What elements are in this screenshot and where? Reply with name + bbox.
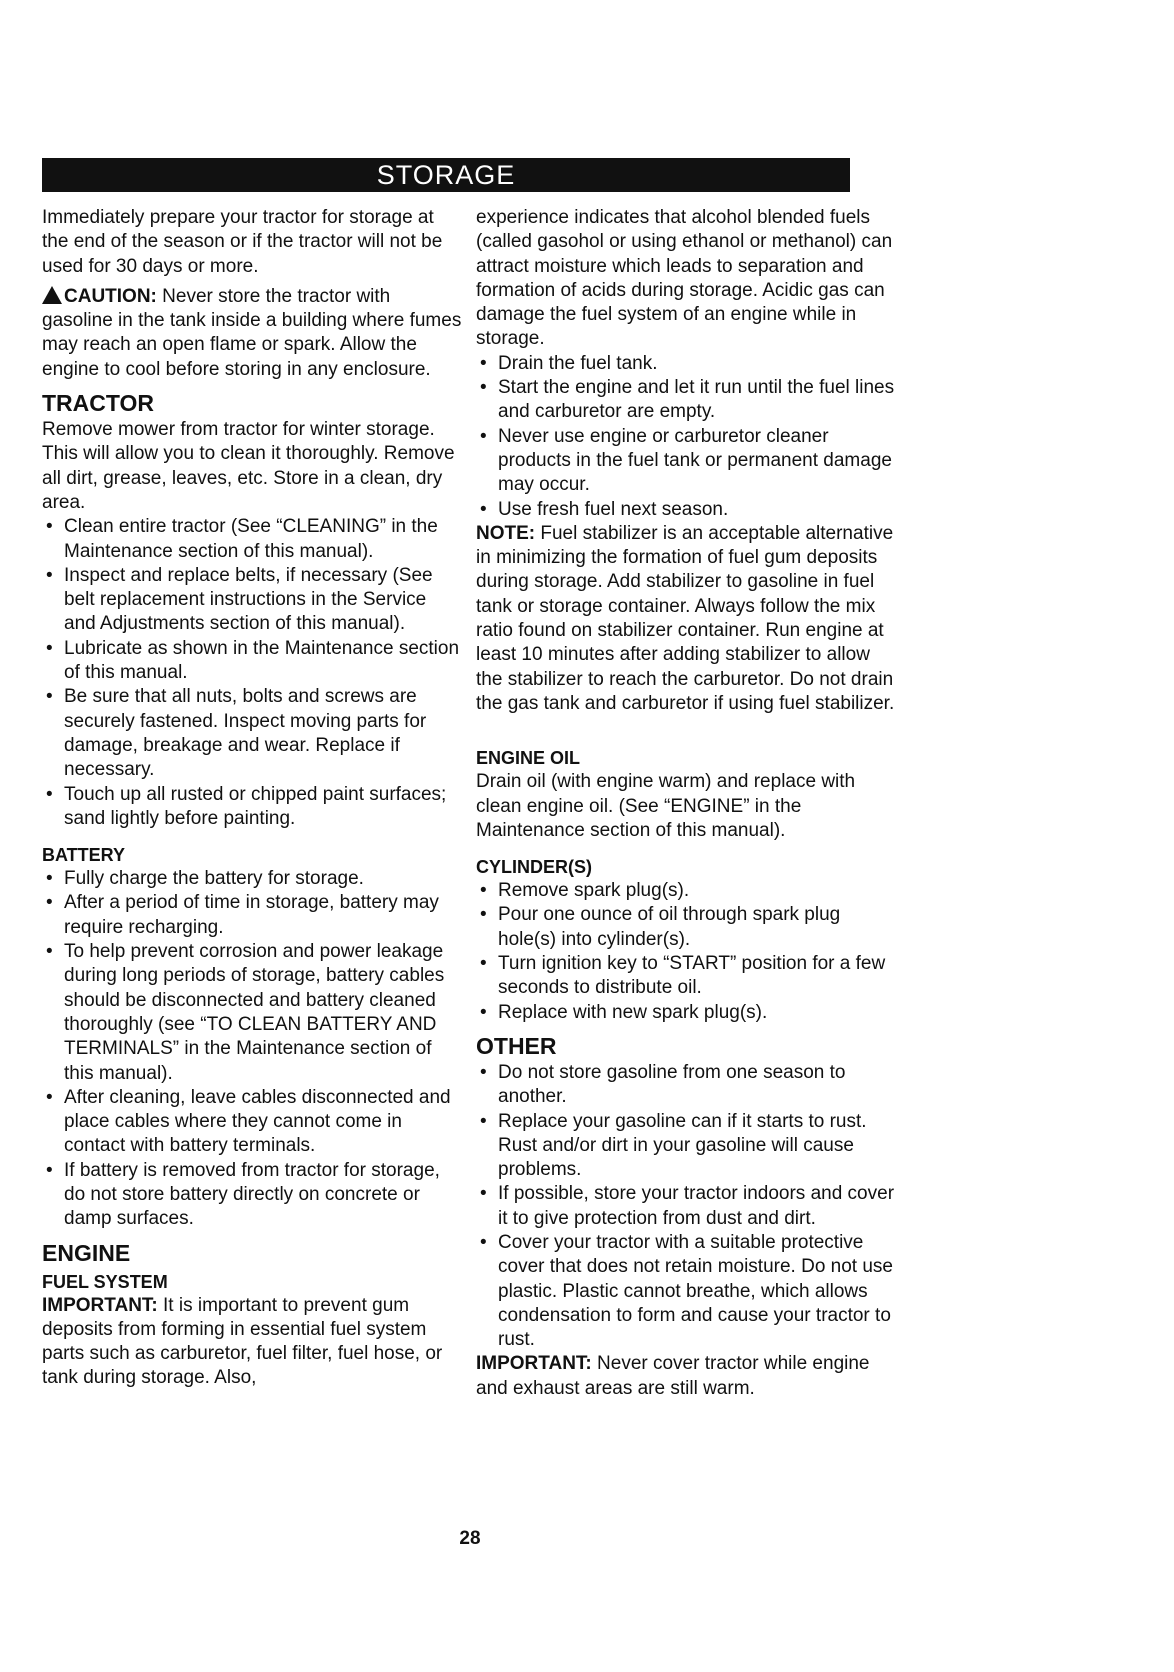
list-item: • Start the engine and let it run until the fuel lines and carburetor are empty.: [476, 376, 896, 425]
list-item: • To help prevent corrosion and power leakage during long periods of storage, battery cables should be disconnected and battery cleaned thoroughly (see “TO CLEAN BATTERY AND TERMINALS” in the Maintenance section of this manual).: [42, 940, 462, 1086]
list-item: • Be sure that all nuts, bolts and screws are securely fastened. Inspect moving parts for damage, breakage and wear. Replace if necessary.: [42, 685, 462, 782]
tractor-heading: TRACTOR: [42, 390, 155, 417]
list-item: • Cover your tractor with a suitable protective cover that does not retain moisture. Do not use plastic. Plastic cannot breathe, which allows condensation to form and cause your tractor to rust.: [476, 1231, 896, 1352]
cylinders-list: [476, 879, 896, 1025]
list-item: • Never use engine or carburetor cleaner products in the fuel tank or permanent damage may occur.: [476, 425, 896, 498]
tractor-list: [42, 515, 462, 831]
list-item: • Inspect and replace belts, if necessary (See belt replacement instructions in the Service and Adjustments section of this manual).: [42, 564, 462, 637]
fuel-list: [476, 352, 896, 522]
warning-triangle-icon: [42, 286, 62, 304]
list-item: • Drain the fuel tank.: [476, 352, 896, 376]
cylinders-heading: CYLINDER(S): [476, 857, 592, 878]
important-text: It is important to prevent gum deposits from forming in essential fuel system parts such as carburetor, fuel filter, fuel hose, or tank during storage. Also,: [42, 1294, 443, 1389]
list-item: • Touch up all rusted or chipped paint surfaces; sand lightly before painting.: [42, 783, 462, 832]
list-item: • Do not store gasoline from one season to another.: [476, 1061, 896, 1110]
caution-text: Never store the tractor with gasoline in the tank inside a building where fumes may reach an open flame or spark. Allow the engine to cool before storing in any enclosure.: [42, 285, 462, 380]
important-label: IMPORTANT:: [476, 1353, 592, 1375]
section-title-banner: STORAGE: [42, 158, 850, 192]
list-item: • Use fresh fuel next season.: [476, 498, 896, 522]
engine-heading: ENGINE: [42, 1239, 131, 1266]
list-item: • Turn ignition key to “START” position for a few seconds to distribute oil.: [476, 952, 896, 1001]
list-item: • Clean entire tractor (See “CLEANING” in the Maintenance section of this manual).: [42, 515, 462, 564]
other-important-paragraph: [476, 1352, 896, 1401]
battery-list: [42, 867, 462, 1231]
fuel-continued-paragraph: experience indicates that alcohol blended fuels (called gasohol or using ethanol or methanol) can attract moisture which leads to separation and formation of acids during storage. Acidic gas can damage the fuel system of an engine while in storage.: [476, 207, 893, 350]
left-column: [42, 206, 462, 1391]
engine-oil-paragraph: Drain oil (with engine warm) and replace with clean engine oil. (See “ENGINE” in the Maintenance section of this manual).: [476, 771, 856, 841]
other-heading: OTHER: [476, 1032, 557, 1059]
list-item: • If battery is removed from tractor for storage, do not store battery directly on concrete or damp surfaces.: [42, 1159, 462, 1232]
list-item: • Lubricate as shown in the Maintenance section of this manual.: [42, 637, 462, 686]
list-item: • After a period of time in storage, battery may require recharging.: [42, 891, 462, 940]
note-paragraph: [476, 522, 896, 716]
list-item: • After cleaning, leave cables disconnected and place cables where they cannot come in contact with battery terminals.: [42, 1086, 462, 1159]
other-list: [476, 1061, 896, 1353]
engine-oil-heading: ENGINE OIL: [476, 748, 581, 769]
note-label: NOTE:: [476, 522, 536, 544]
caution-label: CAUTION:: [64, 285, 157, 307]
list-item: • Replace your gasoline can if it starts to rust. Rust and/or dirt in your gasoline will cause problems.: [476, 1110, 896, 1183]
list-item: • Fully charge the battery for storage.: [42, 867, 462, 891]
list-item: • Replace with new spark plug(s).: [476, 1001, 896, 1025]
important-text: Never cover tractor while engine and exhaust areas are still warm.: [476, 1353, 870, 1399]
caution-paragraph: [42, 285, 462, 382]
important-label: IMPORTANT:: [42, 1294, 158, 1316]
fuel-system-heading: FUEL SYSTEM: [42, 1271, 168, 1292]
fuel-important-paragraph: [42, 1294, 462, 1391]
battery-heading: BATTERY: [42, 845, 125, 866]
right-column: [476, 206, 896, 1401]
page-number: 28: [459, 1528, 481, 1549]
intro-paragraph: Immediately prepare your tractor for storage at the end of the season or if the tractor will not be used for 30 days or more.: [42, 207, 443, 277]
list-item: • If possible, store your tractor indoors and cover it to give protection from dust and dirt.: [476, 1182, 896, 1231]
list-item: • Remove spark plug(s).: [476, 879, 896, 903]
tractor-paragraph: Remove mower from tractor for winter storage. This will allow you to clean it thoroughly. Remove all dirt, grease, leaves, etc. Store in a clean, dry area.: [42, 419, 455, 513]
note-text: Fuel stabilizer is an acceptable alternative in minimizing the formation of fuel gum deposits during storage. Add stabilizer to gasoline in fuel tank or storage container. Always follow the mix ratio found on stabilizer container. Run engine at least 10 minutes after adding stabilizer to allow the stabilizer to reach the carburetor. Do not drain the gas tank and carburetor if using fuel stabilizer.: [476, 522, 895, 714]
list-item: • Pour one ounce of oil through spark plug hole(s) into cylinder(s).: [476, 903, 896, 952]
